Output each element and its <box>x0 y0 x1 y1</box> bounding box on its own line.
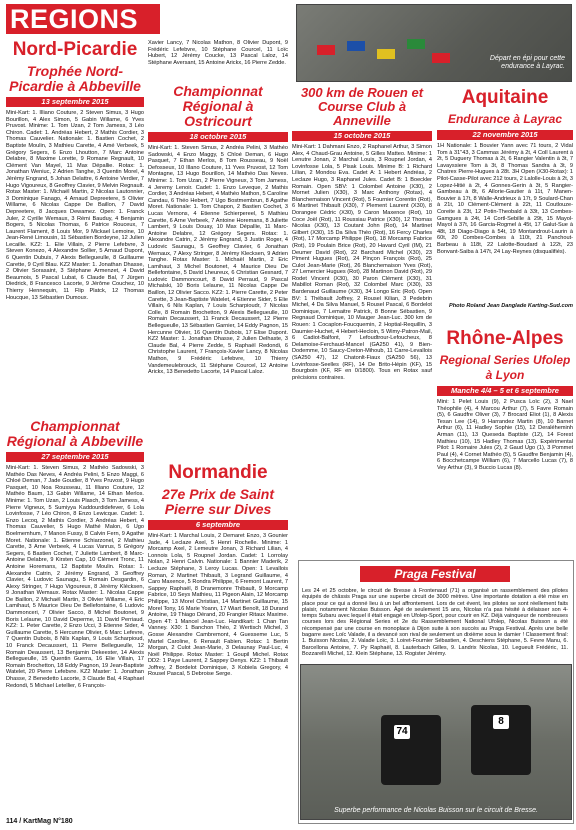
page-footer: 114 / KartMag N°180 <box>6 818 73 825</box>
results-text: Mini-Kart: 1 Dahmani Enzo, 2 Raphanel Arthur, 3 Simon Alex, 4 Chaud-Grau Antoine, 5 Gilles Matteo. Minime: 1 Lenutre Jonan, 2 Marchal Louis, 3 Roupnel Jordan, 4 Lovinfosse Lola, 5 Pisak Louis. Minime B: 1 Richard Lilian, 2 Mondou Eva. Cadet A: 1 Hebert Andréas, 2 Leclaze Hugo, 3 Raphanel Jules. Cadet B: 1 Boeckler Romain. Open SBV: 1 Colombel Antoine (X30), 2 Mornet Julien (X30), 3 Marc Anthony (Rotax), 4 Blanchemaison Vincent (Rot), 5 Fournier Corentin (Rot), 6 Martinet Thibault (X30), 7 Plement Laurent (X30), 8 Dorangee Cédric (X30), 9 Caron Maxence (Rot), 10 Coce Joël (Rot), 11 Roussiau Patrice (X30), 12 Thomas Nicolas (X30), 13 Coutant John (Rot), 14 Martinet Gilbert (X30), 15 Da Silva Théo (Rot), 16 Fercy Charles (Rot), 17 Morcamp Philippe (Rot), 18 Morcamp Fabrice (Rot), 19 Poulain Brice (Rot), 20 Havard Cyril (IM), 21 Deumer David (Rot), 22 Barchard Michel (X30), 23 Piment Hugues (Rot), 24 Pinçon François (Rot), 25 Culot Jean-Marie (Rot), 26 Blanchemaison Yves (Rot), 27 Lemercier Hugues (Rot), 28 Martinon David (Rot), 29 Rodet Vincent (X30), 30 Paron Clément (X30), 31 Mabillot Roman (Rot), 32 Colombel Marc (X30), 33 Bardenaud Guillaume (X30), 34 Longo Eric (Rot). Open BV: 1 Thébault Joffrey, 2 Rousel Kilian, 3 Pedebrin Michel, 4 Da Silva Manuel, 5 Rousel Pascal, 6 Bordelot Dominique, 7 Lemaitre Patrick, 8 Bonne Sébastien, 9 Regnaud Dominique, 10 Mauger Jean-Luc. 300 km de Rouen: 1 Cocaplon-Foucquemin, 2 Hoptial-Requillin, 3 Daumier-Huchet, 4 Hebert-Hecloin, 5 Wimy-Patron-Mail, 6 Cadiot-Balfont, 7 Lefoudtrour-Lefoucheux, 8 Delamoise-Ferchaud-Mancel (GA250 41), 9 Bien-Dodemme, 10 Saucy-Creton-Mihoub, 11 Carre-Levallois (SA250 47), 12 Chatonlt-Fiaux (SA250 56), 13 Lovinfosse-Seelles (RF), 14 De Brito-Hépin (KF), 15 Bourgboin (KF, RF en 0/1800). Tous en Rotax sauf précisions contraires. <box>292 144 432 381</box>
praga-kart-photo <box>300 664 572 820</box>
event-title-layrac: Endurance à Layrac <box>447 112 563 126</box>
region-heading-rhone-alpes: Rhône-Alpes <box>446 328 564 349</box>
date-bar: Manche 4/4 – 5 et 6 septembre <box>437 386 573 396</box>
kart-number: 74 <box>394 725 410 739</box>
section-header-regions: REGIONS <box>6 4 160 34</box>
results-text: Mini-Kart: 1 Marchal Louis, 2 Demaret Enzo, 3 Gounier Jade, 4 Leclaze Axel, 5 Henri Rochelle. Minime: 1 Morcamp Axel, 2 Lemeutre Jonan, 3 Richard Lilian, 4 Lonnois Lola, 5 Roupnel Jordan. Cadet: 1 Lorrolay Nolan, 2 Henri Calvin. Nationale: 1 Bannier Maderik, 2 Lecluze Stéphane, 3 Leroy Lucas. Open: 1 Levallois Roman, 2 Martinet Thibault, 3 Legrand Guillaume, 4 Caro Maxence, 5 Rondra Philippe, 6 Fremont Laurent, 7 Sappey Raphaël, 8 Dranemonre Thibault, 9 Morcamp Fabrice, 10 Seys Mathieu, 11 Pigeon Alain, 12 Morcamp Philippe, 13 Morel Christian, 14 Martinet Guillaume, 15 Morel Tony, 16 Marie Yoann, 17 Wiart Benoît, 18 Durand Antoine, 19 Thiago Dérand, 20 Frangier Ritaux Maxime. Open 4T: 1 Mancel Jean-Luc. Handikart: 1 Chan Tan Vanney. X30: 1 Banchon Théo, 2 Wertisch Michel, 3 Gosse Alexandre Cambremont, 4 Guesseme Luc, 5 Martel Caroline, 6 Renault Fabien. Rotax: 1 Bertin Morgan, 2 Culot Jean-Marie, 3 Delaunay Paul-Luc, 4 Noël Philippe. Rotax Master: 1 Goupil Michel. Rotax DD2: 1 Paye Laurent, 2 Sappey Denys. KZ2: 1 Thibault Joffrey, 2 Bordelot Dominique, 3 Kobiela Gregory, 4 Rousel Pascal, 5 Debroise Serge. <box>148 533 288 678</box>
results-text: Xavier Lancy, 7 Nicolas Mathon, 8 Olivier Dupont, 9 Frédéric Lefebvre, 10 Stéphane Courcel, 11 Loïc Hubert, 12 Jérémy Coucke, 13 Pascal Laloz, 14 Stéphane Aversant, 15 Antoine Arickx, 16 Pierre Zedde. <box>148 40 288 66</box>
photo-caption: Départ en épi pour cette endurance à Layrac. <box>489 55 565 70</box>
date-bar: 6 septembre <box>148 520 288 530</box>
results-text: Mini-Kart: 1. Steven Simus, 2 Mathéo Sadowski, 3 Mathéo Das Neves, 4 Andréa Pelini, 5 Enzo Maggi, 6 Chloé Deman, 7 Jade Goudier, 8 Yves Pruvost, 9 Hugo Pasquet, 10 Noa Rousseau, 11 Illiano Couture, 12 Mathéo Baum, 13 Gabin Willame, 14 Ethan Merlos. Minime: 1. Tom Uzan, 2 Louis Plasch, 3 Tom Jamess, 4 Pierre Vigneux, 5 Sumiyya Kaddourdidefever, 6 Lola Lovinfosse, 7 Léo Chiron, 8 Enzo Lewicque. Cadet: 1. Enzo Lecoq, 2 Mathis Cordier, 3 Andréas Hebert, 4 Thomas Cauvelier, 5 Hugo Mathé Malon, 6 Ugo Boelmemhum, 7 Manon Fussy, 8 Calvin Fern, 9 Agathe Moret. Nationale: 1. Etienne Schiarzonel, 2 Mathieu Carette, 3 Arne Verbeek, 4 Lucas Vanrus, 5 Grégory Segers, 6 Bastien Cochet, 7 Juliette Lambert, 8 Marc-Antoine Delabre, 9 Kirsten Cap, 10 Clément Tronc, 11 Antoine Horemans, 12 Baptiste Moulin. Rotax: 1. Alexandre Catrin, 2 Jérémy Engrand, 3 Geoffrey Clavier, 4 Ludovic Saunagu, 5 Romain Desgardin, 6 Alexy Stringer, 7 Hugo Vigoureux, 8 Jérémy Klécksen, 9 Jonathan Wemaux. Rotax Master: 1. Nicolas Cappe De Baillon, 2 Michaël Martin, 3 Olivier Willame, 4 Eric Lamihaut, 5 Maurice Dieu De Bellefontaine, 6 Ludovic Dammonceri, 7 Olivier Sacco, 8 Michel Boutonet, 9 Boris Lelaune, 10 David Deperme, 11 David Perriaud. KZ2: 1. Peter Carette, 2 Enzo Ucci, 3 Etienne Sider, 4 Guillaume Carette, 5 Hercunne Olivier, 6 Marc Lefevre, 7 Quentin Dubois, 8 Nils Kaplan, 9 Louis Scharpioud, 10 Franck Decaussert, 11 Pierre Bellegueulle, 12 Romain Deaussert, 13 Benjamin Dekeester, 14 Alexis Bellegueulle, 15 Quentin Guerra, 16 Elie Villain, 17 Romain Brochetton, 18 Eddy Pagnon, 19 Jean-Baptiste Watelet, 20 Pierre Lefebvre. KZ2 Master: 1. Jonathan Dhasse, 2 Benedetto Lacorte, 3 Claude Bal, 4 Raphael Redondi, 5 Michael Letellier, 6 François- <box>6 465 144 689</box>
kart-74 <box>381 715 441 785</box>
praga-festival-text: Les 24 et 25 octobre, le circuit de Bresse à Frontenaud (71) a organisé un rassemblement des pilotes équipés de châssis Praga sur une superbe circuit de 3000 mètres. Une importante dotation a été mise en place pour ce qui a donné lieu à un bel affrontement. Lors de cet évent, les pilotes se sont réellement faits plaisir, notamment Nicolas Buisson. Âgé de seulement 15 ans, Nicolas n'a pas hésité à délaisser son 4-temps Subaru avec lequel il était engagé en Ufolep-Sport, pour courir en KZ. Déjà vainqueur de nombreuses courses lors des Régional Series et 2e du Rassemblement National Ufolep, Nicolas Buisson a été récompensé par une course en monoplace à Dijon suite à son succès au Praga Festival. Après une belle bagarre avec Loïc Valade, il a devancé son rival de seulement un dixième sous le damier ! Classement final: 1. Buisson Nicolas, 2. Valade Loïc, 3. Loiret-Fournier Sébastien, 4. Deschiens Stéphane, 5. Fevre Manu, 6. Barcellona Antoine, 7. Py Raphaël, 8. Lauterbach Gilles, 9. Landrix Nicolas, 10. Legueult Frédéric, 11. Bozzarelli Michel, 12. Klein Stéphane, 13. Rogister Jérémy. <box>302 588 568 657</box>
event-title-championnat-abbeville: Championnat Régional à Abbeville <box>6 418 144 449</box>
results-text: Mini-Kart: 1. Illiano Couture, 2 Steven Simus, 3 Hugo Bourillon, 4 Alex Simon, 5 Gabin Willame, 6 Yves Pruvost. Minime: 1. Tom Uzan, 2 Tom Jamess, 3 Léo Chiron. Cadet: 1. Andréas Hebert, 2 Mathis Cordier, 3 Thomas Cauvelier. Nationale: 1. Bastien Cochet, 2 Baptiste Moulin, 3 Mathieu Carette, 4 Amé Verbeek, 5 Grégory Segers, 6 Enzo Lhoutton, 7 Marc Antoine Delabre, 8 Maxime Lorette, 9 Romane Regnault, 10 Clément Van Mayel, 11 Max Dépallie. Rotax: 1. Jonathan Weniuc, 2 Adrien Tanghe, 3 Quentin Morel, 4 Jérémy Engrand, 5 Johan Delattre, 6 Antoine Verdier, 7 Hugo Vigoureux, 8 Geoffrey Clavier, 9 Melvin Regnault. Rotax Master: 1. Michaël Martin, 2 Nicolas Lautonnier, 3 Dominique Fanago, 4 Arnaud Depreetere, 5 Olivier Willame, 6 Nicolas Cappe De Baillon, 7 David Depreetere, 8 Jacques Dewamez. Open: 1. Franck Juler, 2 Cyrille Wemaux, 3 Rémi Bauduy, 4 Benjamin Bogers, 5 Nicolas Thomas, 6 Patrice Rouceux, 7 Laurent Flament, 8 Louis Mor, 9 Mickael Lemoine, 10 Jean-René Limousin, 11 Sébastien Bordeyne, 12 Julien Lecaille. KZ2: 1. Elie Villain, 2 Pierre Lefebvre, 3 Steven Konezo, 4 Alexandre Sollier, 5 Arnaud Dupont, 6 Quentin Dubuis, 7 Alexis Bellegueulle, 8 Guillaume Carette, 9 Cyril Blau. KZ2 Master: 1. Jonathan Dhasse, 2 Olivier Sorasaint, 3 Stéphane Armenzet, 4 David Beaumois, 5 Pascal Lubat, 6 Claude Bal, 7 Jürgen Diedrick, 8 Francesco Lacorte, 9 Jérôme Couchez, 10 Thierry Hennequin, 11 Flip Platck, 12 Thomas Houcque, 13 Sébastien Dumoux. <box>6 110 144 301</box>
event-title-saint-pierre: 27e Prix de Saint Pierre sur Dives <box>161 486 275 517</box>
event-title-lyon: Regional Series Ufolep à Lyon <box>439 353 571 382</box>
region-heading-aquitaine: Aquitaine <box>461 87 549 108</box>
event-title-trophee: Trophée Nord-Picardie à Abbeville <box>9 63 141 94</box>
race-start-photo <box>296 4 572 82</box>
date-bar: 22 novembre 2015 <box>437 130 573 140</box>
results-text: Mini-Kart: 1. Steven Simus, 2 Andréa Pelini, 3 Mathéo Sadowski, 4 Enzo Maggy, 5 Chloé Deman, 6 Hugo Pasquet, 7 Ethan Merlos, 8 Tom Rousseau, 9 Noël Defosseux, 10 Illano Couture, 11 Yves Pruvost, 12 Tom Montagne, 13 Hugo Bourillon, 14 Mathéo Das Neves. Minime: 1. Tom Uzan, 2 Pierre Vigneux, 3 Tom Jamess, 4 Jeremy Lenoir. Cadet: 1. Enzo Leveque, 2 Mathis Cordier, 3 Andréas Hebert, 4 Mathéo Mathon, 5 Caroline Candau, 6 Théo Hebert, 7 Ugo Bostmembrun, 8 Agathe Moret. Nationale: 1. Tom Chapon, 2 Bastien Cochet, 3 Lucas Vernons, 4 Etienne Schierpereel, 5 Mathieu Carette, 6 Arne Verbeek, 7 Antoine Horemans, 8 Juliette Lambert, 9 Louis Douay, 10 Max Dépallie, 11 Marc-Antoine Delabre, 12 Grégory Segers. Rotax: 1. Alexandre Catrin, 2 Jérémy Engrand, 3 Justin Roger, 4 Ludovic Saunagu, 5 Geoffrey Clavier, 6 Jonathan Wemaux, 7 Alexy Stringer, 8 Jérémy Klecksen, 9 Adrien Tanghe. Rotax Master: 1. Michaël Martin, 2 Eric Lamihaut, 3 Michel Boutonet, 4 Maurice Dieu De Bellefontaine, 5 David Lheureux, 6 Christian Gesnard, 7 Ludovic Dammoncourt, 8 David Perraud, 9 Pascal Michalski, 10 Boris Lelaune, 11 Nicolas Cappe De Baillon, 12 Olivier Sacco. KZ2: 1. Pierre Carette, 2 Peter Carette, 3 Jean-Baptiste Watelet, 4 Etienne Sider, 5 Elie Villain, 6 Nils Kaplan, 7 Louis Scharpioudr, 7 Nicolas Colle, 8 Romain Brochetton, 9 Alexis Bellegueulle, 10 Romain Decaussert, 11 Franck Decaussert, 12 Pierre Bellegueulle, 13 Sébastien Garnier, 14 Eddy Pagnon, 15 Hercunne Olivier, 16 Quentin Dubois, 17 Elise Dupont. KZ2 Master: 1. Jonathan Dhasse, 2 Julien Delhaste, 3 Claude Bal, 4 Pierre Zedde, 5 Raphaël Redondi, 6 Christophe Laurent, 7 François-Xavier Lancy, 8 Nicolas Mathon, 9 Frédéric Lefebvre, 10 Thierry Vandemeulebrouck, 11 Stéphane Courcel, 12 Antoine Arickx, 13 Benedetto Lacorte, 14 Pascal Laloz. <box>148 145 288 376</box>
results-text: 1H Nationale: 1 Bouvier Yann avec 71 tours, 2 Vidal Tom à 31"43, 3 Cammas Jérémy à 2t, 4 Coll Laurent à 2t, 5 Duguery Thomas à 2t, 6 Rangier Valentin à 3t, 7 Lavayssiere Tom à 3t, 8 Thomas Sandra à 3t, 9 Chatrex Pierre-Hugues à 28t. 3H Open (X30-Rotax): 1 Pilot-Casse-Pilot avec 212 tours, 2 Lalolle-Louis à 2t, 3 Lopez-Hitié à 2t, 4 Gonnes-Gerin à 3t, 5 Rangier-Gambeau à 8t, 6 Allorie-Gautier à 11t, 7 Manen-Bouvier à 17t, 8 Walle-Andrieux à 17t, 9 Soulard-Chan à 21t, 10 Clément-Clément à 22t, 11 Coutlouze-Coreite à 23t, 12 Potin-Theobald à 33t, 13 Combes-Gamgues à 24t, 14 Cortl-Sebille à 29t, 15 Mayol-Mayol à 37t, 16 Garcia-Rogmel à 45t, 17 Galut-Sue à 48t, 18 Diago-Diago à 54t, 19 Montandrout-Laurin à 60t, 20 Combes-Combes à 110t, 21 Panchout-Barbeau à 118t, 22 Lalotte-Boudard à 122t, 23 Bonvant-Saiba à 147t, 24 Lay-Reynes (disqualifiés). <box>437 143 573 255</box>
region-heading-nord-picardie: Nord-Picardie <box>12 39 138 60</box>
event-title-ostricourt: Championnat Régional à Ostricourt <box>173 83 263 129</box>
photo-caption: Superbe performance de Nicolas Buisson sur le circuit de Bresse. <box>334 807 538 814</box>
region-heading-normandie: Normandie <box>168 462 268 483</box>
praga-festival-title: Praga Festival <box>360 566 510 582</box>
photo-credit: Photo Roland Jean Danglade Karting-Sud.com <box>448 303 573 309</box>
date-bar: 13 septembre 2015 <box>6 97 144 107</box>
date-bar: 27 septembre 2015 <box>6 452 144 462</box>
kart-number: 8 <box>493 715 509 729</box>
results-text: Mini: 1 Pelet Louis (9), 2 Pusca Loïc (2), 3 Nael Théophile (4), 4 Marcou Arthur (7), 5 Favre Romain (5), 6 Gaudfre Oliver (3), 7 Brocard Eliot (1), 8 Alexis Tesan Lee (14), 9 Harrandez Martin (8), 10 Barnet Arthur (6), 11 Hadley Sophie (15), 12 Deraléheminh Arman (11), 13 Queseda Baptiste (12), 14 Forest Mathieu (10), 15 Hadley Thomas (13). Expérimental Pilot: 1 Romaire Jules (2), 2 Gaud Ugo (1), 3 Pommet Paul (4), 4 Cornet Mathéo (5), 5 Gaudfre Benjamin (4), 6 Bocchetcampe William (6), 7 Marcello Lucas (7), 8 Vey Arthur (3), 9 Buccio Lucas (8). <box>437 399 573 471</box>
event-title-rouen: 300 km de Rouen et Course Club à Anneville <box>300 85 424 128</box>
date-bar: 15 octobre 2015 <box>292 131 432 141</box>
date-bar: 18 octobre 2015 <box>148 132 288 142</box>
